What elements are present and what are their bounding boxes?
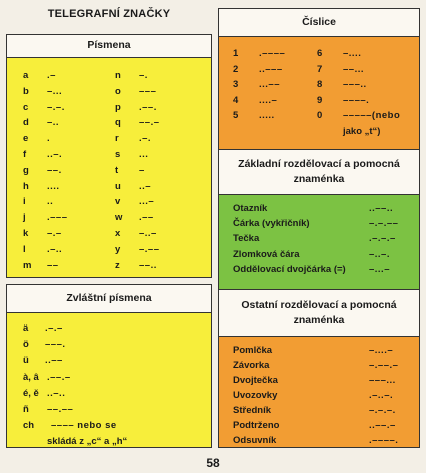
letter-code: –..– (139, 228, 157, 239)
sign-code: –..–. (369, 248, 390, 260)
letter-code: –. (139, 70, 148, 81)
special-letter-code: .–.– (45, 323, 63, 334)
numeral-code: ....– (259, 94, 278, 106)
letter-char: v (115, 196, 121, 208)
sign-name: Otazník (233, 203, 268, 214)
sign-name: Tečka (233, 233, 260, 245)
numeral: 2 (233, 63, 239, 75)
special-letter-char: ä (23, 323, 29, 334)
numerals-heading: Číslice (219, 9, 419, 37)
letter-code: –.– (47, 228, 62, 239)
sign-code: ..––.– (369, 420, 396, 431)
sign-name: Čárka (vykřičník) (233, 218, 310, 230)
special-letter-char: ü (23, 355, 29, 367)
numeral-code: ..––– (259, 63, 283, 75)
numerals-body (219, 37, 419, 149)
special-letters-heading: Zvláštní písmena (7, 285, 211, 313)
special-letter-code: .––.– (47, 371, 71, 383)
letter-char: g (23, 164, 29, 176)
letter-char: d (23, 117, 29, 129)
letter-char: h (23, 180, 29, 192)
page-title: TELEGRAFNÍ ZNAČKY (47, 8, 171, 20)
basic-signs-heading-line2: znaménka (293, 173, 345, 185)
letter-code: .–. (139, 133, 152, 145)
special-letter-code: ..–– (45, 355, 63, 367)
letter-char: o (115, 85, 121, 97)
numeral: 4 (233, 94, 239, 106)
sign-code: –.––.– (369, 360, 399, 371)
letter-char: c (23, 101, 29, 113)
letter-code: –– (47, 259, 59, 271)
numeral-code: ––... (343, 63, 364, 75)
sign-name: Podtrženo (233, 420, 280, 431)
letter-char: i (23, 196, 26, 208)
special-letter-char: ö (23, 339, 29, 351)
special-letter-code: ––.–– (47, 404, 74, 415)
letters-heading: Písmena (7, 35, 211, 58)
letter-char: b (23, 85, 29, 97)
letter-code: .––. (139, 101, 157, 113)
letter-code: .– (47, 70, 56, 81)
numeral: 8 (317, 79, 323, 90)
sign-code: ..––.. (369, 203, 394, 214)
letter-code: .––– (47, 212, 68, 224)
letter-code: .. (47, 196, 54, 208)
special-letter-char: ch (23, 420, 35, 432)
sign-code: .––––. (369, 435, 399, 446)
special-letter-char: à, â (23, 371, 39, 383)
letter-char: l (23, 243, 26, 255)
special-letter-code: ..–.. (47, 387, 66, 399)
basic-signs-heading-line1: Základní rozdělovací a pomocná (238, 157, 400, 170)
numeral: 0 (317, 110, 323, 121)
sign-code: –.–.–– (369, 218, 399, 230)
numeral-code: –––.. (343, 79, 367, 90)
letter-char: t (115, 164, 119, 176)
sign-name: Středník (233, 405, 272, 416)
letter-char: x (115, 228, 121, 239)
numeral-note: jako „t“) (343, 125, 381, 137)
special-letters-table (6, 284, 212, 448)
basic-signs-body (219, 195, 419, 289)
letter-code: –... (47, 85, 63, 97)
sign-code: –....– (369, 345, 394, 356)
letter-code: – (139, 164, 145, 176)
other-signs-heading (219, 289, 419, 337)
letter-code: .... (47, 180, 60, 192)
numeral: 9 (317, 94, 323, 106)
special-letters-body (7, 313, 211, 447)
letter-char: w (115, 212, 123, 224)
letter-code: ––. (47, 164, 62, 176)
sign-name: Dvojtečka (233, 375, 278, 386)
letter-code: ...– (139, 196, 155, 208)
letter-char: y (115, 243, 121, 255)
special-letter-char: é, ě (23, 387, 39, 399)
letter-char: n (115, 70, 121, 81)
other-signs-heading-line1: Ostatní rozdělovací a pomocná (241, 298, 397, 311)
sign-code: –––... (369, 375, 396, 386)
sign-name: Uvozovky (233, 390, 278, 401)
sign-name: Oddělovací dvojčárka (=) (233, 263, 346, 275)
numeral: 7 (317, 63, 323, 75)
letter-char: k (23, 228, 29, 239)
numeral-code: .–––– (259, 48, 286, 59)
letter-code: .–.. (47, 243, 63, 255)
letter-char: m (23, 259, 32, 271)
numeral-code: ..... (259, 110, 275, 121)
sign-code: .–.–.– (369, 233, 396, 245)
letter-char: s (115, 149, 121, 160)
numeral-code: –.... (343, 48, 362, 59)
page-number: 58 (206, 456, 220, 470)
special-letter-char: ñ (23, 404, 29, 415)
letter-code: ... (139, 149, 149, 160)
letters-table (6, 34, 212, 278)
basic-signs-heading (219, 149, 419, 195)
letter-char: p (115, 101, 121, 113)
letter-code: –.–. (47, 101, 65, 113)
numerals-and-signs-table (218, 8, 420, 448)
sign-code: –...– (369, 263, 390, 275)
letter-code: ..–. (47, 149, 63, 160)
sign-name: Závorka (233, 360, 270, 371)
letter-char: a (23, 70, 29, 81)
numeral: 1 (233, 48, 239, 59)
letter-code: –.. (47, 117, 60, 129)
letter-code: ––.. (139, 259, 157, 271)
letter-code: ––– (139, 85, 157, 97)
numeral-code: ...–– (259, 79, 280, 90)
special-letter-note: skládá z „c“ a „h“ (47, 436, 128, 448)
letter-char: j (23, 212, 26, 224)
letter-char: e (23, 133, 29, 145)
sign-code: .–..–. (369, 390, 394, 401)
sign-name: Zlomková čára (233, 248, 300, 260)
numeral: 6 (317, 48, 323, 59)
special-letter-code: –––– nebo se (51, 420, 117, 432)
sign-name: Pomlčka (233, 345, 273, 356)
letter-code: .–– (139, 212, 154, 224)
letter-code: ––.– (139, 117, 160, 129)
numeral-code: ––––. (343, 94, 370, 106)
letter-char: z (115, 259, 120, 271)
letter-char: u (115, 180, 121, 192)
letter-code: . (47, 133, 51, 145)
letter-char: f (23, 149, 27, 160)
letter-char: r (115, 133, 119, 145)
special-letter-code: –––. (45, 339, 66, 351)
letter-char: q (115, 117, 121, 129)
letter-code: ..– (139, 180, 152, 192)
letters-body (7, 58, 211, 277)
numeral: 5 (233, 110, 239, 121)
letter-code: –.–– (139, 243, 160, 255)
other-signs-heading-line2: znaménka (293, 314, 345, 326)
sign-name: Odsuvník (233, 435, 277, 446)
numeral: 3 (233, 79, 239, 90)
numeral-code: –––––(nebo (343, 110, 401, 121)
other-signs-body (219, 337, 419, 447)
sign-code: –.–.–. (369, 405, 396, 416)
